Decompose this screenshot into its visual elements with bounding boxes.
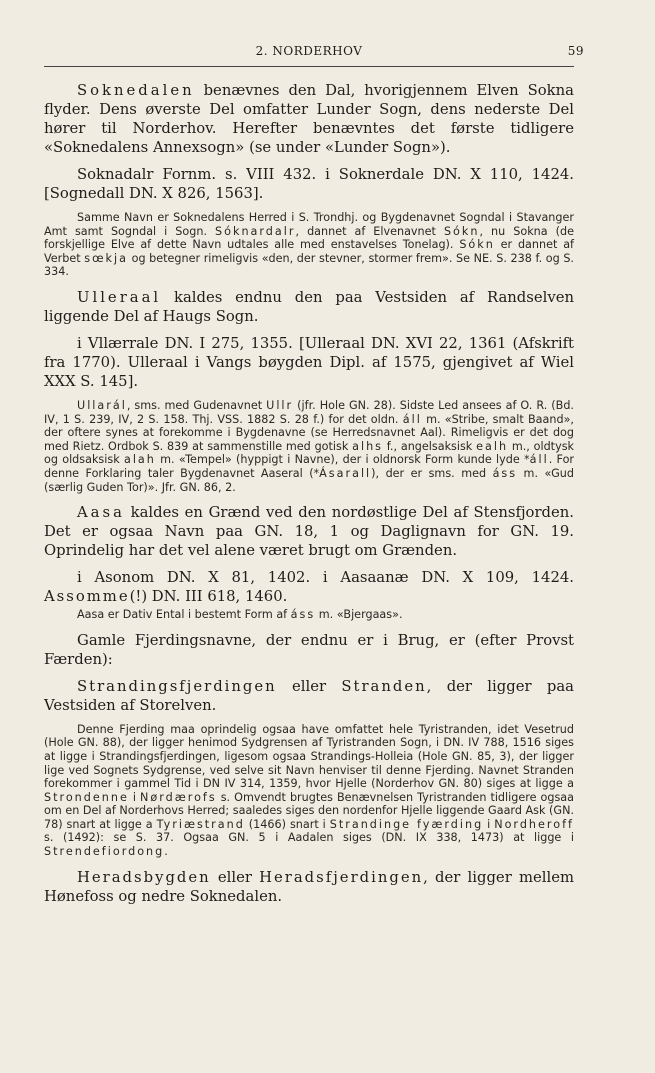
chapter-title: 2. NORDERHOV (255, 44, 363, 58)
citation-aasa: i Asonom DN. X 81, 1402. i Aasaanæ DN. X 109, 1424. Assomme(!) DN. III 618, 1460. (44, 569, 574, 606)
note-soknedalen: Samme Navn er Soknedalens Herred i S. Trondhj. og Bygdenavnet Sogndal i Stavanger Amt samt Sogndal i Sogn. Sóknardalr, dannet af Elvenavnet Sókn, nu Sokna (de forskjellige Elve af dette Navn udtales alle med enstavelses Tonelag). Sókn er dannet af Verbet sœkja og betegner rimeligvis «den, der stevner, stormer frem». Se NE. S. 238 f. og S. 334. (44, 211, 574, 279)
fjerding-intro: Gamle Fjerdingsnavne, der endnu er i Brug, er (efter Provst Færden): (44, 631, 574, 668)
page (44, 44, 584, 914)
note-aasa: Aasa er Dativ Ental i bestemt Form af áss m. «Bjergaas». (77, 608, 403, 622)
entry-strandingsfjerdingen: Strandingsfjerdingen eller Stranden, der ligger paa Vestsiden af Storelven. (44, 677, 574, 714)
entry-aasa: Aasa kaldes en Grænd ved den nordøstlige Del af Stensfjorden. Det er ogsaa Navn paa GN. 18, 1 og Daglignavn for GN. 19. Oprindelig har det vel alene været brugt om Grænden. (44, 504, 574, 560)
entry-soknedalen: Soknedalen benævnes den Dal, hvorigjennem Elven Sokna flyder. Dens øverste Del omfatter Lunder Sogn, dens nederste Del hører til Norderhov. Herefter benævntes det første tidligere «Soknedalens Annexsogn» (se under «Lunder Sogn»). (44, 82, 574, 156)
running-header (44, 44, 584, 62)
page-number: 59 (567, 44, 584, 58)
note-strandingsfjerdingen: Denne Fjerding maa oprindelig ogsaa have omfattet hele Tyristranden, idet Vesetrud (Hole GN. 88), der ligger henimod Sydgrensen af Tyristranden Sogn, i DN. IV 788, 1516 siges at ligge i Strandingsfjerdingen, ligesom ogsaa Strandings-Holleia (Hole GN. 85, 3), der ligger lige ved Sognets Sydgrense, ved selve sit Navn henviser til denne Fjerding. Navnet Stranden forekommer i gammel Tid i DN IV 314, 1359, hvor Hjelle (Norderhov GN. 80) siges at ligge a Strondenne i Nørdærofs s. Omvendt brugtes Benævnelsen Tyristranden tidligere ogsaa om en Del af Norderhovs Herred; saaledes siges den nordenfor Hjelle liggende Gaard Ask (GN. 78) snart at ligge a Tyriæstrand (1466) snart i Strandinge fyærding i Nordheroff s. (1492): se S. 37. Ogsaa GN. 5 i Aadalen siges (DN. IX 338, 1473) at ligge i Strendefiordong. (44, 722, 574, 859)
citation-soknedalen: Soknadalr Fornm. s. VIII 432. i Soknerdale DN. X 110, 1424. [Sognedall DN. X 826, 1563]. (44, 166, 574, 202)
entry-heradsbygden: Heradsbygden eller Heradsfjerdingen, der ligger mellem Hønefoss og nedre Soknedalen. (44, 868, 574, 905)
entry-ulleraal: Ulleraal kaldes endnu den paa Vestsiden af Randselven liggende Del af Haugs Sogn. (44, 288, 574, 325)
header-rule (44, 66, 574, 67)
note-ulleraal: Ullarál, sms. med Gudenavnet Ullr (jfr. Hole GN. 28). Sidste Led ansees af O. R. (Bd. IV, 1 S. 239, IV, 2 S. 158. Thj. VSS. 1882 S. 28 f.) for det oldn. áll m. «Stribe, smalt Baand», der oftere synes at forekomme i Bygdenavne (se Herredsnavnet Aal). Rimeligvis er det dog med Rietz. Ordbok S. 839 at sammenstille med gotisk alhs f., angelsaksisk ealh m., oldtysk og oldsaksisk alah m. «Tempel» (hyppigt i Navne), der i oldnorsk Form kunde lyde *áll. For denne Forklaring taler Bygdenavnet Aaseral (*Ásarall), der er sms. med áss m. «Gud (særlig Guden Tor)». Jfr. GN. 86, 2. (44, 398, 575, 494)
citation-ulleraal: i Vllærrale DN. I 275, 1355. [Ulleraal DN. XVI 22, 1361 (Afskrift fra 1770). Ulleraal i Vangs bøygden Dipl. af 1575, gjengivet af Wiel XXX S. 145]. (44, 334, 574, 390)
